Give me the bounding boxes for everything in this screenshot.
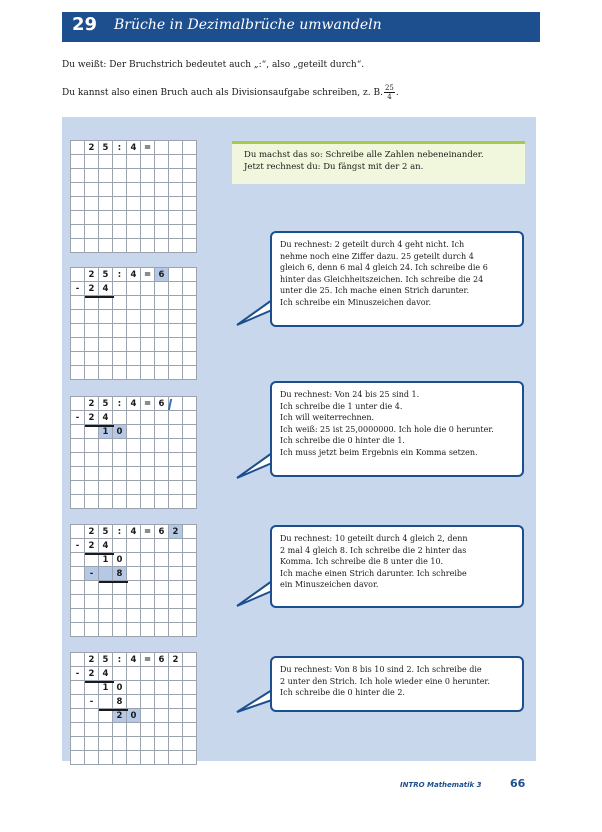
grid-cell: 2 xyxy=(85,653,99,667)
page-number: 66 xyxy=(510,777,526,790)
bubble-line: Du rechnest: 10 geteilt durch 4 gleich 2, denn xyxy=(280,534,468,543)
grid-cell: - xyxy=(71,667,85,681)
bubble-line: Komma. Ich schreibe die 8 unter die 10. xyxy=(280,557,444,566)
grid-cell: : xyxy=(113,653,127,667)
bubble-line: Ich schreibe die 1 unter die 4. xyxy=(280,401,403,411)
grid-cell: : xyxy=(113,141,127,155)
bubble-line: hinter das Gleichheitszeichen. Ich schreibe die 24 xyxy=(280,274,484,284)
grid-cell: 2 xyxy=(85,411,99,425)
bubble-line: nehme noch eine Ziffer dazu. 25 geteilt durch 4 xyxy=(280,251,474,261)
grid-cell: 4 xyxy=(99,411,113,425)
grid-cell: 1 xyxy=(99,681,113,695)
grid-cell: 5 xyxy=(99,141,113,155)
bubble-line: Ich schreibe ein Minuszeichen davor. xyxy=(280,297,432,307)
grid-cell: 2 xyxy=(85,667,99,681)
bubble-line: 2 unter den Strich. Ich hole wieder eine 0 herunter. xyxy=(280,676,490,686)
grid-cell: - xyxy=(71,411,85,425)
intro-line-2-text: Du kannst also einen Bruch auch als Divisionsaufgabe schreiben, z. B. xyxy=(62,87,383,98)
grid-cell: 0 xyxy=(127,709,141,723)
grid-cell: 1 xyxy=(99,425,113,439)
grid-cell: 2 xyxy=(85,141,99,155)
grid-cell: 4 xyxy=(99,539,113,553)
grid-cell: 8 xyxy=(113,695,127,709)
bubble-line: gleich 6, denn 6 mal 4 gleich 24. Ich schreibe die 6 xyxy=(280,263,488,272)
grid-cell: - xyxy=(71,539,85,553)
grid-cell: 2 xyxy=(85,525,99,539)
grid-cell: 6 xyxy=(155,268,169,282)
grid-cell: 4 xyxy=(127,268,141,282)
grid-cell: 2 xyxy=(85,397,99,411)
grid-cell: - xyxy=(85,695,99,709)
grid-cell: : xyxy=(113,268,127,282)
grid-cell: 6 xyxy=(155,397,169,411)
bubble-line: Ich schreibe die 0 hinter die 1. xyxy=(280,436,405,445)
grid-cell: 0 xyxy=(113,553,127,567)
bubble-line: Ich weiß: 25 ist 25,0000000. Ich hole die 0 herunter. xyxy=(280,424,494,434)
grid-cell: 0 xyxy=(113,681,127,695)
grid-cell: 4 xyxy=(127,525,141,539)
grid-cell: 0 xyxy=(113,425,127,439)
grid-cell: 5 xyxy=(99,653,113,667)
grid-cell: = xyxy=(141,653,155,667)
grid-cell: 5 xyxy=(99,268,113,282)
grid-cell: : xyxy=(113,525,127,539)
bubble-line: ein Minuszeichen davor. xyxy=(280,580,379,589)
grid-cell: 2 xyxy=(169,525,183,539)
grid-cell: 2 xyxy=(169,653,183,667)
grid-cell: 4 xyxy=(127,653,141,667)
bubble-line: Du rechnest: 2 geteilt durch 4 geht nicht. Ich xyxy=(280,240,465,249)
grid-cell: 4 xyxy=(127,141,141,155)
grid-cell: 6 xyxy=(155,525,169,539)
grid-cell: 4 xyxy=(127,397,141,411)
grid-cell: 4 xyxy=(99,282,113,296)
bubble-line: 2 mal 4 gleich 8. Ich schreibe die 2 hinter das xyxy=(280,545,467,555)
fraction-numerator: 25 xyxy=(384,84,394,92)
grid-cell: - xyxy=(85,567,99,581)
grid-cell: 5 xyxy=(99,397,113,411)
grid-cell: 2 xyxy=(113,709,127,723)
bubble-line: Ich will weiterrechnen. xyxy=(280,413,375,422)
info-line-1: Du machst das so: Schreibe alle Zahlen nebeneinander. xyxy=(244,150,484,160)
bubble-line: Ich mache einen Strich darunter. Ich schreibe xyxy=(280,568,467,578)
intro-line-2-end: . xyxy=(395,87,399,98)
chapter-number: 29 xyxy=(72,14,98,35)
intro-line-1: Du weißt: Der Bruchstrich bedeutet auch „:“, also „geteilt durch“. xyxy=(62,60,365,70)
grid-cell: 2 xyxy=(85,268,99,282)
bubble-line: Du rechnest: Von 8 bis 10 sind 2. Ich schreibe die xyxy=(280,665,482,674)
grid-cell: : xyxy=(113,397,127,411)
bubble-line: unter die 25. Ich mache einen Strich darunter. xyxy=(280,286,470,295)
grid-cell: 1 xyxy=(99,553,113,567)
grid-cell: = xyxy=(141,397,155,411)
fraction-denominator: 4 xyxy=(387,93,392,101)
info-line-2: Jetzt rechnest du: Du fängst mit der 2 an. xyxy=(244,162,424,172)
grid-cell: = xyxy=(141,525,155,539)
footer-book-title: INTRO Mathematik 3 xyxy=(400,781,482,789)
grid-cell: 2 xyxy=(85,539,99,553)
bubble-line: Du rechnest: Von 24 bis 25 sind 1. xyxy=(280,390,420,399)
grid-cell: 5 xyxy=(99,525,113,539)
grid-cell: - xyxy=(71,282,85,296)
grid-cell: 4 xyxy=(99,667,113,681)
chapter-title: Brüche in Dezimalbrüche umwandeln xyxy=(114,17,382,33)
grid-cell: = xyxy=(141,141,155,155)
speech-bubble-5 xyxy=(270,656,524,712)
grid-cell: 2 xyxy=(85,282,99,296)
bubble-line: Ich muss jetzt beim Ergebnis ein Komma setzen. xyxy=(280,447,478,457)
grid-cell: = xyxy=(141,268,155,282)
grid-cell: 6 xyxy=(155,653,169,667)
bubble-line: Ich schreibe die 0 hinter die 2. xyxy=(280,688,405,697)
grid-cell: 8 xyxy=(113,567,127,581)
